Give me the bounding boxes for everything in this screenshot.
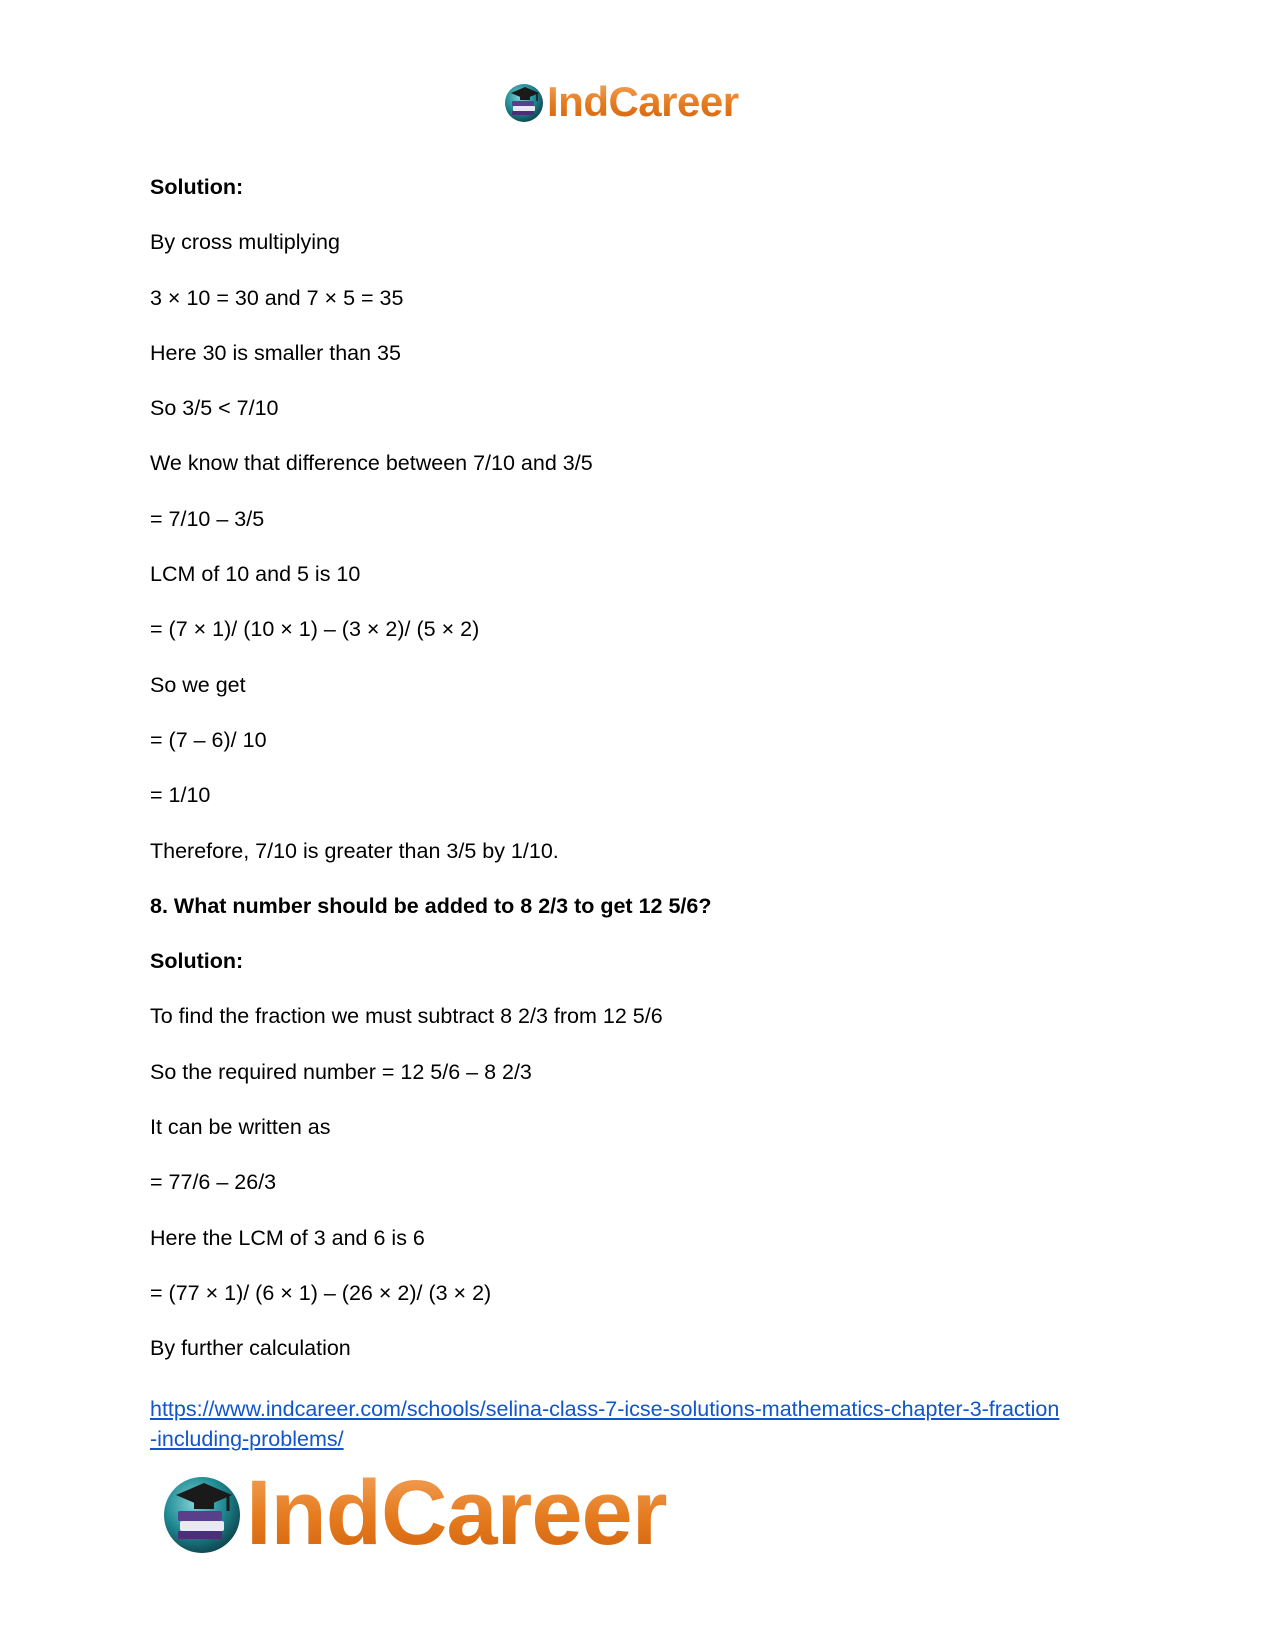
text-line: It can be written as [150,1115,331,1140]
source-link-line-1[interactable]: https://www.indcareer.com/schools/selina-class-7-icse-solutions-mathematics-chapter-3-fraction [150,1397,1060,1421]
text-line: By cross multiplying [150,230,340,255]
text-line: = (7 × 1)/ (10 × 1) – (3 × 2)/ (5 × 2) [150,617,480,642]
text-line: = 1/10 [150,783,211,808]
text-line: So 3/5 < 7/10 [150,396,279,421]
text-line: Here the LCM of 3 and 6 is 6 [150,1225,425,1250]
document-body [150,174,1150,1391]
footer-logo [160,1462,667,1564]
text-line: Here 30 is smaller than 35 [150,340,401,365]
text-line: We know that difference between 7/10 and 3/5 [150,451,593,476]
graduation-globe-icon [160,1471,244,1555]
header-logo [503,80,739,124]
heading-line: Solution: [150,949,244,974]
text-line: By further calculation [150,1336,351,1361]
text-line: To find the fraction we must subtract 8 2/3 from 12 5/6 [150,1004,663,1029]
text-line: 3 × 10 = 30 and 7 × 5 = 35 [150,285,404,310]
heading-line: Solution: [150,175,244,199]
text-line: = 7/10 – 3/5 [150,506,265,531]
text-line: So we get [150,672,246,697]
graduation-globe-icon [503,81,545,123]
text-line: Therefore, 7/10 is greater than 3/5 by 1/10. [150,838,559,863]
source-link-line-2[interactable]: -including-problems/ [150,1427,344,1451]
heading-line: 8. What number should be added to 8 2/3 to get 12 5/6? [150,893,712,918]
text-line: = (7 – 6)/ 10 [150,727,267,752]
text-line: LCM of 10 and 5 is 10 [150,562,361,587]
logo-wordmark: IndCareer [547,78,739,125]
logo-wordmark: IndCareer [246,1462,667,1564]
source-link[interactable] [150,1394,1150,1454]
text-line: = (77 × 1)/ (6 × 1) – (26 × 2)/ (3 × 2) [150,1280,492,1305]
text-line: So the required number = 12 5/6 – 8 2/3 [150,1059,532,1084]
text-line: = 77/6 – 26/3 [150,1170,277,1195]
